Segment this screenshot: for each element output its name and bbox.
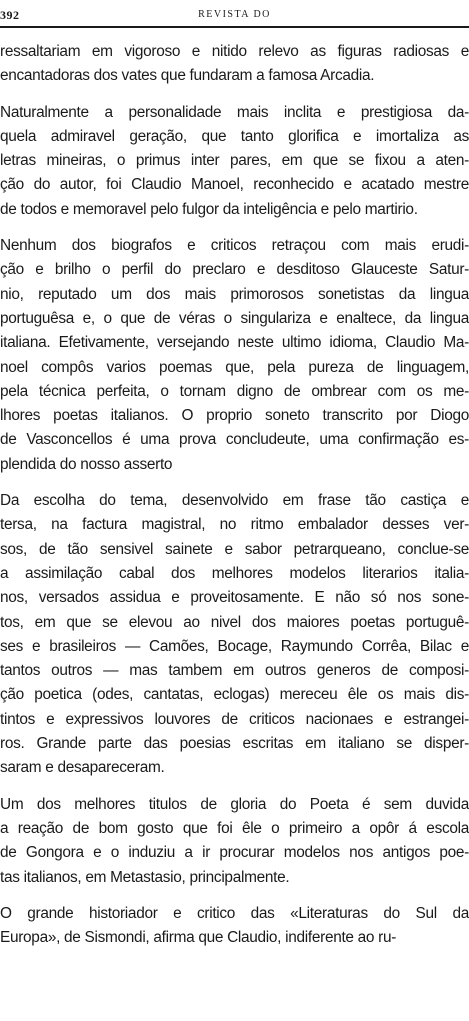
paragraph-gap (0, 89, 469, 101)
text-line: quela admiravel geração, que tanto glorifica e imortaliza as (0, 127, 469, 145)
text-line: Um dos melhores titulos de gloria do Poeta é sem duvida (0, 795, 469, 813)
text-line: encantadoras dos vates que fundaram a famosa Arcadia. (0, 67, 375, 85)
text-line: pela técnica perfeita, o tornam digno de ombrear com os me- (0, 382, 469, 400)
text-line: ção poetica (odes, cantatas, eclogas) mereceu êle os mais dis- (0, 686, 469, 704)
text-line: italiana. Efetivamente, versejando neste ultimo idioma, Claudio Ma- (0, 334, 469, 352)
text-line: Da escolha do tema, desenvolvido em frase tão castiça e (0, 492, 469, 510)
text-line: portuguêsa e, o que de véras o singulariza e enaltece, da lingua (0, 309, 469, 327)
text-line: O grande historiador e critico das «Literaturas do Sul da (0, 904, 469, 922)
text-line: de Vasconcellos é uma prova concludeute, uma confirmação es- (0, 431, 469, 449)
text-line: noel compôs varios poemas que, pela pureza de linguagem, (0, 358, 469, 376)
text-line: tantos outros — mas tambem em outros generos de composi- (0, 662, 469, 680)
paragraph (0, 40, 469, 89)
text-line: Naturalmente a personalidade mais inclita e prestigiosa da- (0, 103, 469, 121)
text-line: letras mineiras, o primus inter pares, em que se fixou a aten- (0, 152, 469, 170)
paragraph (0, 101, 469, 222)
paragraph (0, 489, 469, 781)
text-line: sos, de tão sensivel sainete e sabor petrarqueano, conclue-se (0, 540, 469, 558)
text-line: nio, reputado um dos mais primorosos sonetistas da lingua (0, 285, 469, 303)
text-line: Nenhum dos biografos e criticos retraçou com mais erudi- (0, 237, 469, 255)
text-line: ros. Grande parte das poesias escritas em italiano se disper- (0, 735, 469, 753)
text-line: lhores poetas italianos. O proprio soneto transcrito por Diogo (0, 407, 469, 425)
text-line: a reação de bom gosto que foi êle o primeiro a opôr á escola (0, 819, 469, 837)
paragraph (0, 902, 469, 951)
text-line: ção do autor, foi Claudio Manoel, reconhecido e acatado mestre (0, 176, 469, 194)
text-line: Europa», de Sismondi, afirma que Claudio, indiferente ao ru- (0, 929, 397, 947)
running-head: REVISTA DO (198, 9, 271, 20)
text-line: ção e brilho o perfil do preclaro e desditoso Glauceste Satur- (0, 261, 469, 279)
text-line: a assimilação cabal dos melhores modelos literarios italia- (0, 564, 469, 582)
text-line: ressaltariam em vigoroso e nitido relevo as figuras radiosas e (0, 43, 469, 60)
text-line: nos, versados assidua e proveitosamente. E não só nos sone- (0, 589, 469, 607)
text-line: plendida do nosso asserto (0, 455, 173, 473)
text-line: saram e desapareceram. (0, 759, 165, 777)
paragraph (0, 234, 469, 477)
text-line: ses e brasileiros — Camões, Bocage, Raymundo Corrêa, Bilac e (0, 637, 469, 655)
text-line: tersa, na factura magistral, no ritmo embalador desses ver- (0, 516, 469, 534)
text-line: de Gongora e o induziu a ir procurar modelos nos antigos poe- (0, 844, 469, 862)
text-line: tos, em que se elevou ao nivel dos maiores poetas portuguê- (0, 613, 469, 631)
paragraph-gap (0, 477, 469, 489)
page-number: 392 (0, 8, 20, 22)
text-line: de todos e memoravel pelo fulgor da inteligência e pelo martirio. (0, 200, 418, 218)
page-header (0, 0, 469, 26)
paragraph-gap (0, 890, 469, 902)
text-line: tintos e expressivos louvores de criticos nacionaes e estrangei- (0, 710, 469, 728)
paragraph (0, 793, 469, 890)
paragraph-gap (0, 781, 469, 793)
paragraph-gap (0, 222, 469, 234)
text-line: tas italianos, em Metastasio, principalmente. (0, 868, 290, 886)
body-text (0, 40, 469, 950)
header-rule (0, 26, 469, 28)
